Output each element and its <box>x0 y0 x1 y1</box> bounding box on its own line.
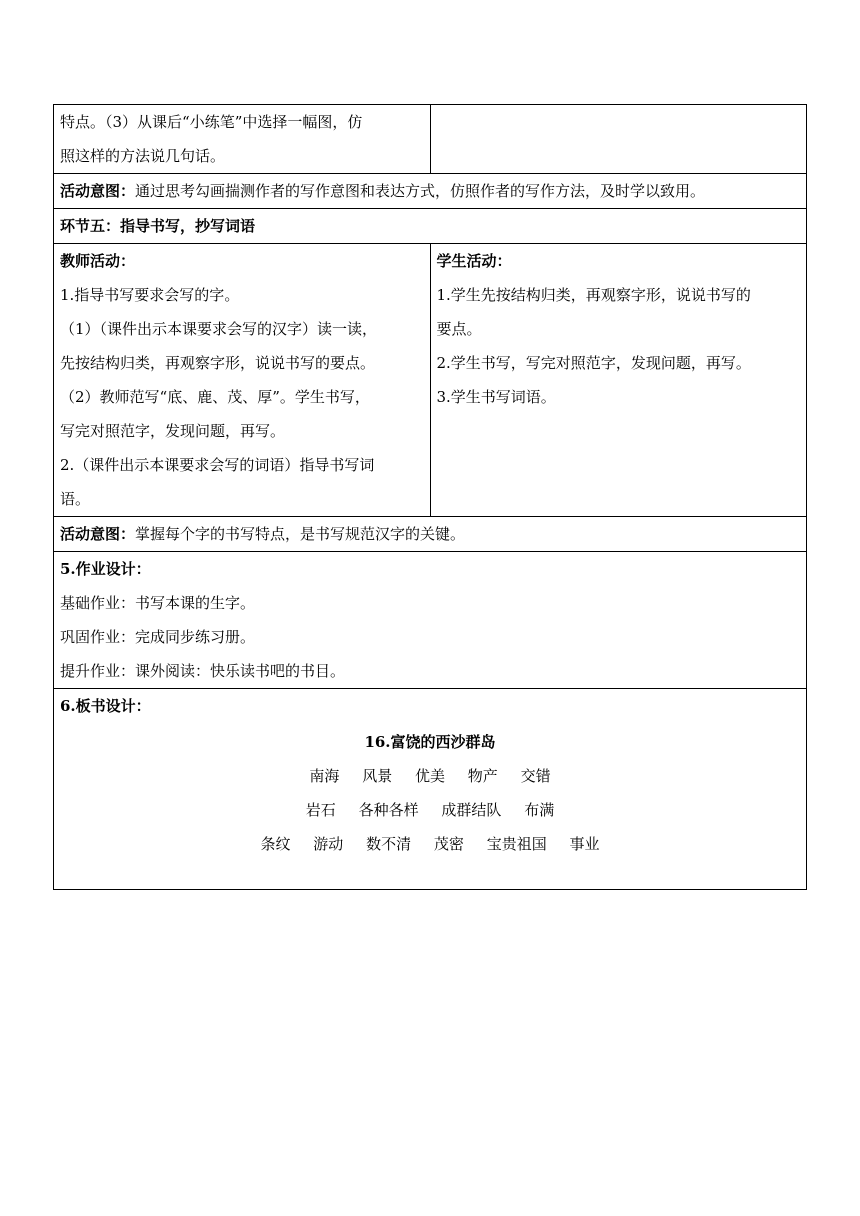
board-word: 游动 <box>313 835 344 853</box>
intent-label: 活动意图： <box>60 525 136 543</box>
text-line: 特点。（3）从课后“小练笔”中选择一幅图，仿 <box>60 113 363 131</box>
homework-title: 5.作业设计： <box>60 560 151 578</box>
continued-right-cell <box>430 105 807 174</box>
board-word: 岩石 <box>305 801 336 819</box>
board-word: 宝贵祖国 <box>486 835 547 853</box>
student-line: 1.学生先按结构归类，再观察字形，说说书写的 <box>436 286 751 304</box>
student-line: 要点。 <box>436 320 482 338</box>
student-activity-cell <box>430 244 807 517</box>
teacher-line: 2.（课件出示本课要求会写的词语）指导书写词 <box>60 456 375 474</box>
board-word: 布满 <box>524 801 555 819</box>
intent-text: 掌握每个字的书写特点，是书写规范汉字的关键。 <box>135 525 466 543</box>
student-activity-label: 学生活动： <box>436 252 512 270</box>
continued-row <box>54 105 807 174</box>
board-row <box>54 689 807 890</box>
board-words-row-3 <box>60 827 800 861</box>
homework-item: 基础作业：书写本课的生字。 <box>60 594 256 612</box>
continued-left-cell <box>54 105 431 174</box>
teacher-line: 写完对照范字，发现问题，再写。 <box>60 422 286 440</box>
homework-item: 提升作业：课外阅读：快乐读书吧的书目。 <box>60 662 346 680</box>
student-line: 2.学生书写，写完对照范字，发现问题，再写。 <box>436 354 751 372</box>
student-line: 3.学生书写词语。 <box>436 388 556 406</box>
section-five-title: 环节五：指导书写，抄写词语 <box>54 209 807 244</box>
board-words-row-1 <box>60 759 800 793</box>
intent-cell <box>54 174 807 209</box>
lesson-plan-table <box>53 104 807 890</box>
intent-row-1 <box>54 174 807 209</box>
teacher-activity-label: 教师活动： <box>60 252 136 270</box>
intent-row-2 <box>54 517 807 552</box>
board-label: 6.板书设计： <box>60 697 151 715</box>
teacher-line: 语。 <box>60 490 91 508</box>
board-word: 物产 <box>467 767 498 785</box>
board-word: 数不清 <box>366 835 412 853</box>
homework-item: 巩固作业：完成同步练习册。 <box>60 628 256 646</box>
teacher-line: 先按结构归类，再观察字形，说说书写的要点。 <box>60 354 376 372</box>
board-word: 茂密 <box>433 835 464 853</box>
board-word: 条纹 <box>260 835 291 853</box>
board-word: 事业 <box>569 835 600 853</box>
activities-row <box>54 244 807 517</box>
board-word: 各种各样 <box>358 801 419 819</box>
intent-text: 通过思考勾画揣测作者的写作意图和表达方式，仿照作者的写作方法，及时学以致用。 <box>135 182 706 200</box>
intent-cell <box>54 517 807 552</box>
board-word: 南海 <box>309 767 340 785</box>
board-word: 交错 <box>520 767 551 785</box>
teacher-line: 1.指导书写要求会写的字。 <box>60 286 240 304</box>
text-line: 照这样的方法说几句话。 <box>60 147 226 165</box>
board-word: 风景 <box>362 767 393 785</box>
board-title: 16.富饶的西沙群岛 <box>364 733 496 751</box>
teacher-activity-cell <box>54 244 431 517</box>
board-words-row-2 <box>60 793 800 827</box>
homework-cell <box>54 552 807 689</box>
board-word: 成群结队 <box>441 801 502 819</box>
homework-row <box>54 552 807 689</box>
board-design <box>60 725 800 861</box>
board-cell <box>54 689 807 890</box>
teacher-line: （2）教师范写“底、鹿、茂、厚”。学生书写， <box>60 388 370 406</box>
teacher-line: （1）（课件出示本课要求会写的汉字）读一读， <box>60 320 378 338</box>
section-five-row <box>54 209 807 244</box>
board-word: 优美 <box>414 767 445 785</box>
intent-label: 活动意图： <box>60 182 136 200</box>
